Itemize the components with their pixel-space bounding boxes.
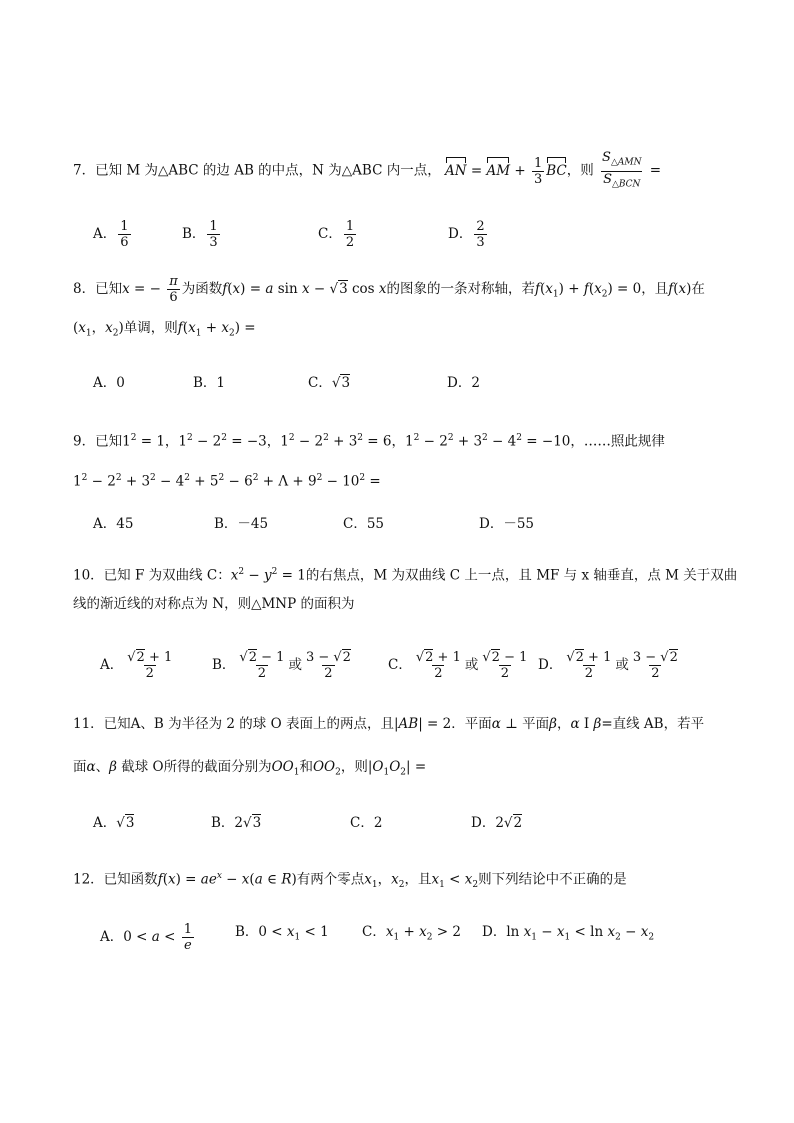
option-d[interactable]: D．2 xyxy=(447,375,480,391)
question-8-options xyxy=(0,366,794,400)
question-11-line2: 面α、β 截球 O所得的截面分别为$OO_1$和$OO_2$，则$|O_1O_2|$ = xyxy=(73,759,427,778)
option-b[interactable]: B．2√3 xyxy=(211,815,262,831)
option-c[interactable]: C．√3 xyxy=(308,375,351,391)
question-8-stem: 8．已知x = − $\frac{\pi}{6}$ 为函数f(x) = a sin x − √3 cos x的图象的一条对称轴，若$f(x_1) + f(x_2) = 0$，且f(x)在 xyxy=(73,274,705,305)
option-c[interactable]: C． $\frac{1}{2}$ xyxy=(318,219,355,250)
question-11-options xyxy=(0,806,794,840)
option-d[interactable]: D． $\frac{2}{3}$ xyxy=(448,219,485,250)
option-b[interactable]: B．$0 < x_1 < 1$ xyxy=(235,924,329,943)
question-8-line2: ($x_1$，$x_2$)单调，则$f(x_1 + x_2)$ = xyxy=(73,320,256,339)
option-b[interactable]: B． $\frac{√2 - 1}{2}$ 或 $\frac{3 - √2}{2}$ xyxy=(212,650,351,681)
option-c[interactable]: C．2 xyxy=(350,815,383,831)
question-7-options xyxy=(0,212,794,250)
option-c[interactable]: C．55 xyxy=(343,516,385,532)
question-7-stem: 7．已知 M 为△ABC 的边 AB 的中点，N 为△ABC 内一点， AN = AM + $\frac{1}{3}$ BC，则 $\frac{S_{\triangle AMN}}{S_{\triangle BCN}}$ = xyxy=(73,150,661,192)
question-10-stem: 10．已知 F 为双曲线 C：$x^2 - y^2 = 1$的右焦点，M 为双曲线 C 上一点，且 MF 与 x 轴垂直，点 M 关于双曲 xyxy=(73,567,738,584)
option-d[interactable]: D．2√2 xyxy=(471,815,523,831)
question-11-stem: 11．已知A、B 为半径为 2 的球 O 表面上的两点，且|AB| = 2．平面α ⊥ 平面β，α I β=直线 AB，若平 xyxy=(73,716,705,732)
question-9-stem: 9．已知$1^2 = 1$，$1^2 - 2^2 = -3$，$1^2 - 2^2 + 3^2 = 6$，$1^2 - 2^2 + 3^2 - 4^2 = -10$，……照此规律 xyxy=(73,433,665,450)
option-d[interactable]: D．－55 xyxy=(479,516,535,532)
option-b[interactable]: B．－45 xyxy=(214,516,269,532)
question-12-stem: 12．已知函数$f(x) = ae^x - x(a$ ∈ R)有两个零点$x_1$，$x_2$，且$x_1 < x_2$则下列结论中不正确的是 xyxy=(73,871,627,891)
question-9-options xyxy=(0,507,794,541)
option-a[interactable]: A．0 xyxy=(93,375,125,391)
option-a[interactable]: A．0 < a < $\frac{1}{e}$ xyxy=(100,922,192,953)
option-d[interactable]: D．$\ln x_1 - x_1 < \ln x_2 - x_2$ xyxy=(482,924,655,943)
option-b[interactable]: B．1 xyxy=(193,375,226,391)
question-10-options xyxy=(0,643,794,681)
option-a[interactable]: A．√3 xyxy=(93,815,135,831)
option-c[interactable]: C．$x_1 + x_2 > 2$ xyxy=(362,924,461,943)
question-10-line2: 线的渐近线的对称点为 N，则△MNP 的面积为 xyxy=(73,596,355,612)
option-a[interactable]: A． $\frac{√2 + 1}{2}$ xyxy=(100,650,173,681)
vector-equation: AN = AM + $\frac{1}{3}$ BC xyxy=(445,155,567,187)
question-9-expression: $1^2 - 2^2 + 3^2 - 4^2 + 5^2 - 6^2 + \Lambda + 9^2 - 10^2$ = xyxy=(73,473,381,490)
option-d[interactable]: D． $\frac{√2 + 1}{2}$ 或 $\frac{3 - √2}{2}$ xyxy=(538,650,678,681)
question-12-options xyxy=(0,915,794,953)
option-a[interactable]: A． $\frac{1}{6}$ xyxy=(93,219,129,250)
option-b[interactable]: B． $\frac{1}{3}$ xyxy=(182,219,218,250)
area-ratio: $\frac{S_{\triangle AMN}}{S_{\triangle BCN}}$ xyxy=(600,150,643,192)
option-c[interactable]: C． $\frac{√2 + 1}{2}$ 或 $\frac{√2 - 1}{2}$ xyxy=(388,650,528,681)
option-a[interactable]: A．45 xyxy=(93,516,134,532)
